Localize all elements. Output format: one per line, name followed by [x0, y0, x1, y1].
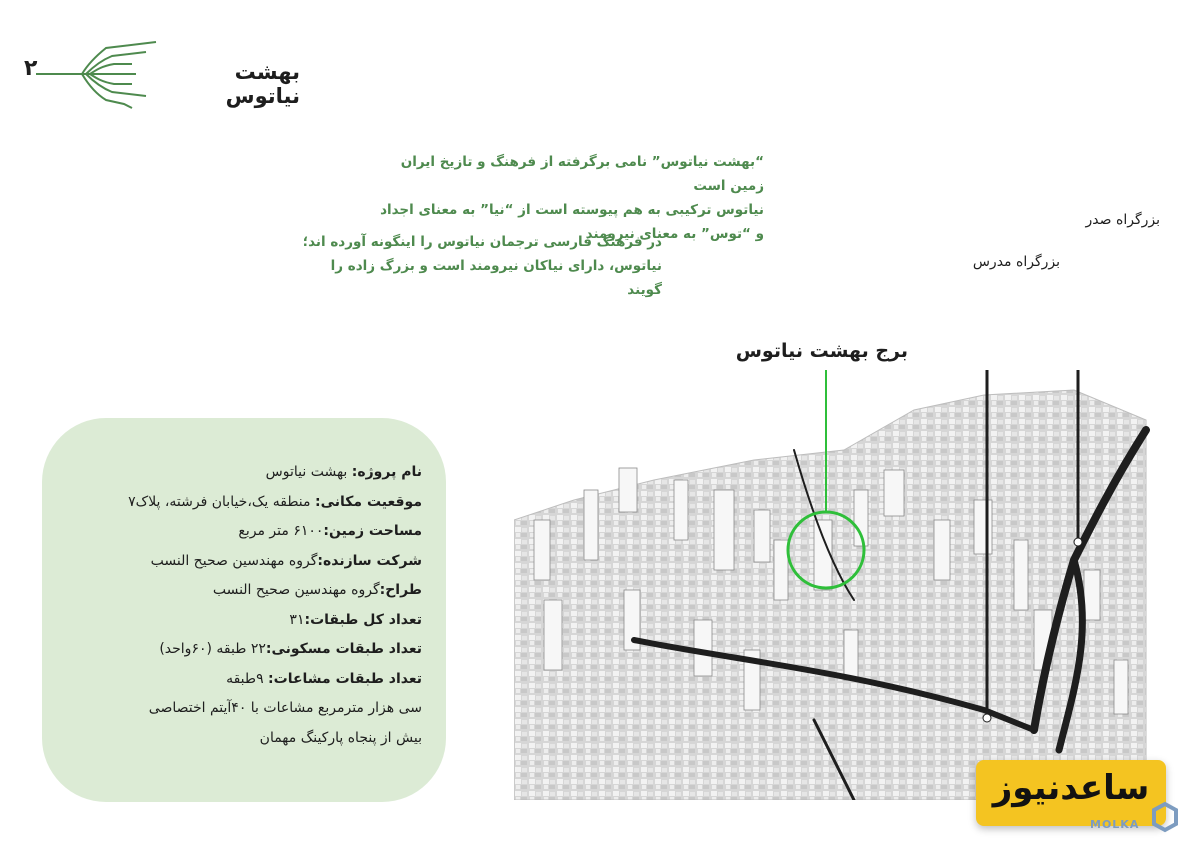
info-label: طراح:: [379, 582, 422, 598]
info-value: ۶۱۰۰ متر مربع: [238, 523, 324, 539]
brand-text: ساعدنیوز: [992, 768, 1150, 808]
info-label: شرکت سازنده:: [317, 552, 422, 569]
intro-line: نیاتوس ترکیبی به هم پیوسته است از “نیا” به معنای اجداد: [380, 202, 764, 218]
info-label: تعداد کل طبقات:: [304, 611, 422, 628]
city-aerial-map: [514, 370, 1154, 800]
intro-line: در فرهنگ فارسی ترجمان نیاتوس را اینگونه آورده اند؛: [302, 234, 662, 250]
city-terrain: [514, 390, 1146, 800]
brand-watermark: [976, 760, 1166, 826]
info-project-name: [60, 458, 422, 488]
info-value: بهشت نیاتوس: [265, 464, 352, 480]
info-label: نام پروژه:: [351, 464, 422, 480]
info-builder: [60, 547, 422, 577]
info-label: تعداد طبقات مشاعات:: [268, 670, 422, 687]
info-total-floors: [60, 606, 422, 636]
highway-sadr-label: بزرگراه صدر: [1085, 212, 1160, 228]
sadr-marker: [1074, 538, 1082, 546]
page-title: بهشت نیاتوس: [225, 60, 300, 108]
info-value: ۹طبقه: [226, 670, 269, 687]
intro-line: “بهشت نیاتوس” نامی برگرفته از فرهنگ و تازیخ ایران زمین است: [400, 154, 764, 194]
info-amenity-floors: [60, 665, 422, 695]
info-land-area: [60, 517, 422, 547]
info-value: منطقه یک،خیابان فرشته، پلاک۷: [128, 493, 315, 510]
info-value: گروه مهندسین صحیح النسب: [150, 552, 318, 569]
info-residential-floors: [60, 635, 422, 665]
info-label: مساحت زمین:: [323, 523, 422, 539]
info-value: ۳۱: [289, 611, 305, 628]
circuit-motif-icon: [36, 38, 160, 110]
info-note: سی هزار مترمربع مشاعات با ۴۰آیتم اختصاصی: [148, 700, 422, 716]
intro-paragraph-2: [300, 230, 662, 302]
molka-logo-icon: [1150, 800, 1180, 834]
modares-marker: [983, 714, 991, 722]
tower-label: برج بهشت نیاتوس: [735, 340, 908, 362]
info-label: تعداد طبقات مسکونی:: [265, 641, 422, 657]
molka-watermark: MOLKA: [1090, 818, 1140, 831]
project-info-list: [60, 458, 422, 753]
intro-line: نیاتوس، دارای نیاکان نیرومند است و بزرگ زاده را گویند: [330, 258, 662, 298]
info-value: گروه مهندسین صحیح النسب: [212, 582, 380, 598]
highway-modares-label: بزرگراه مدرس: [972, 254, 1060, 270]
intro-line: و “توس” به معنای نیرومند: [585, 226, 764, 242]
page-number: ۲: [24, 56, 38, 81]
info-value: ۲۲ طبقه (۶۰واحد): [159, 641, 266, 657]
info-location: [60, 488, 422, 518]
info-note: بیش از پنجاه پارکینگ مهمان: [259, 729, 422, 746]
info-label: موقعیت مکانی:: [314, 493, 422, 510]
info-designer: [60, 576, 422, 606]
